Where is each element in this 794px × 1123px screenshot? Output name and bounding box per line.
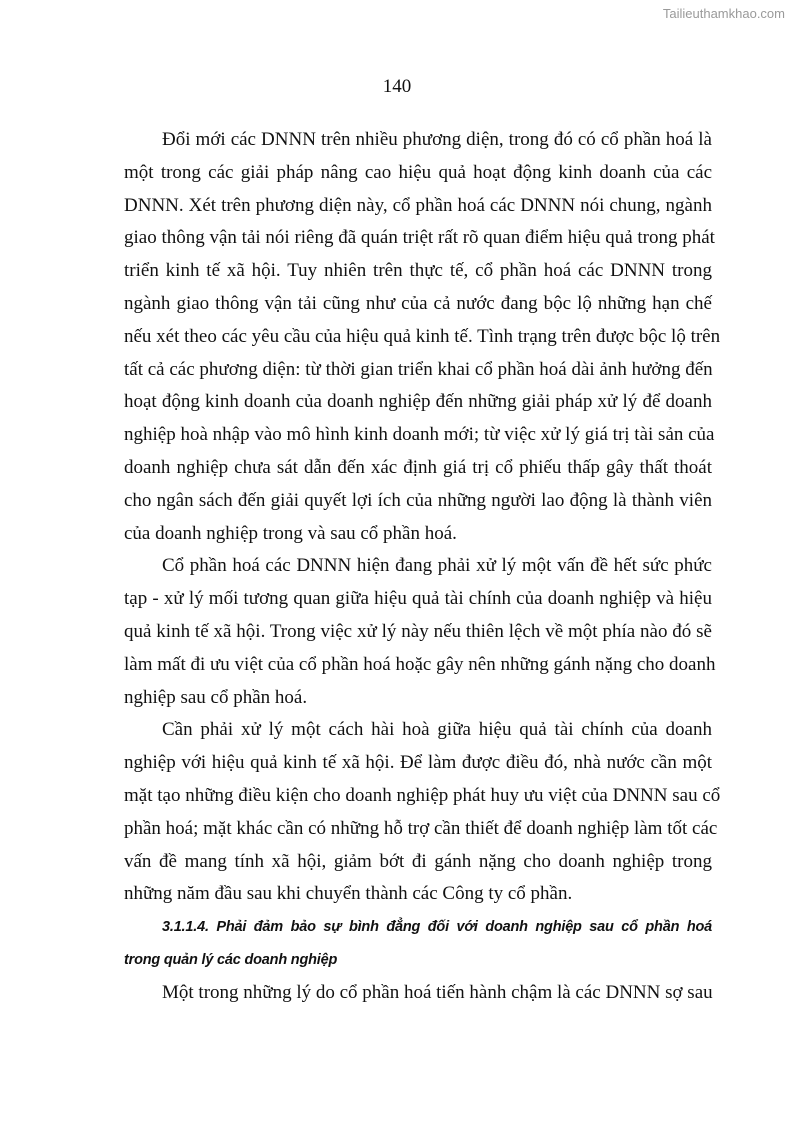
- paragraph: [124, 550, 716, 714]
- document-body: [124, 124, 721, 1010]
- page-number: 140: [382, 76, 412, 97]
- text-line: nghiệp hoà nhập vào mô hình kinh doanh mới; từ việc xử lý giá trị tài sản của: [124, 424, 715, 446]
- text-line: nghiệp sau cổ phần hoá.: [124, 686, 308, 708]
- text-line: Một trong những lý do cổ phần hoá tiến hành chậm là các DNNN sợ sau: [162, 981, 713, 1003]
- text-line: mặt tạo những điều kiện cho doanh nghiệp phát huy ưu việt của DNNN sau cổ: [124, 784, 721, 806]
- text-line: ngành giao thông vận tải cũng như của cả nước đang bộc lộ những hạn chế: [124, 292, 712, 314]
- text-line: một trong các giải pháp nâng cao hiệu quả hoạt động kinh doanh của các: [124, 161, 712, 183]
- text-line: vấn đề mang tính xã hội, giảm bớt đi gánh nặng cho doanh nghiệp trong: [124, 850, 712, 872]
- text-line: triển kinh tế xã hội. Tuy nhiên trên thực tế, cổ phần hoá các DNNN trong: [124, 260, 712, 282]
- text-line: tạp - xử lý mối tương quan giữa hiệu quả tài chính của doanh nghiệp và hiệu: [124, 588, 712, 610]
- text-line: quả kinh tế xã hội. Trong việc xử lý này nếu thiên lệch về một phía nào đó sẽ: [124, 620, 712, 642]
- paragraph: [124, 124, 721, 550]
- text-line: doanh nghiệp chưa sát dẫn đến xác định giá trị cổ phiếu thấp gây thất thoát: [124, 456, 712, 478]
- text-line: hoạt động kinh doanh của doanh nghiệp đến những giải pháp xử lý để doanh: [124, 391, 712, 413]
- text-line: Đổi mới các DNNN trên nhiều phương diện, trong đó có cổ phần hoá là: [162, 129, 712, 150]
- text-line: 3.1.1.4. Phải đảm bảo sự bình đẳng đối với doanh nghiệp sau cổ phần hoá: [162, 919, 712, 936]
- text-line: nghiệp với hiệu quả kinh tế xã hội. Để làm được điều đó, nhà nước cần một: [124, 752, 712, 774]
- text-line: Cổ phần hoá các DNNN hiện đang phải xử lý một vấn đề hết sức phức: [162, 555, 712, 577]
- section-heading: [124, 911, 712, 977]
- text-line: tất cả các phương diện: từ thời gian triển khai cổ phần hoá dài ảnh hưởng đến: [124, 358, 713, 380]
- text-line: giao thông vận tải nói riêng đã quán triệt rất rõ quan điểm hiệu quả trong phát: [124, 227, 715, 249]
- paragraph: [124, 977, 712, 1010]
- text-line: DNNN. Xét trên phương diện này, cổ phần hoá các DNNN nói chung, ngành: [124, 194, 712, 216]
- text-line: phần hoá; mặt khác cần có những hỗ trợ cần thiết để doanh nghiệp làm tốt các: [124, 817, 718, 839]
- text-line: làm mất đi ưu việt của cổ phần hoá hoặc gây nên những gánh nặng cho doanh: [124, 653, 716, 675]
- text-line: những năm đầu sau khi chuyển thành các Công ty cổ phần.: [124, 883, 573, 905]
- watermark: Tailieuthamkhao.com: [662, 6, 785, 21]
- text-line: nếu xét theo các yêu cầu của hiệu quả kinh tế. Tình trạng trên được bộc lộ trên: [124, 325, 721, 347]
- paragraph: [124, 714, 721, 911]
- text-line: Cần phải xử lý một cách hài hoà giữa hiệu quả tài chính của doanh: [162, 719, 712, 741]
- text-line: của doanh nghiệp trong và sau cổ phần hoá.: [124, 522, 457, 544]
- text-line: cho ngân sách đến giải quyết lợi ích của những người lao động là thành viên: [124, 489, 712, 511]
- text-line: trong quản lý các doanh nghiệp: [124, 951, 338, 968]
